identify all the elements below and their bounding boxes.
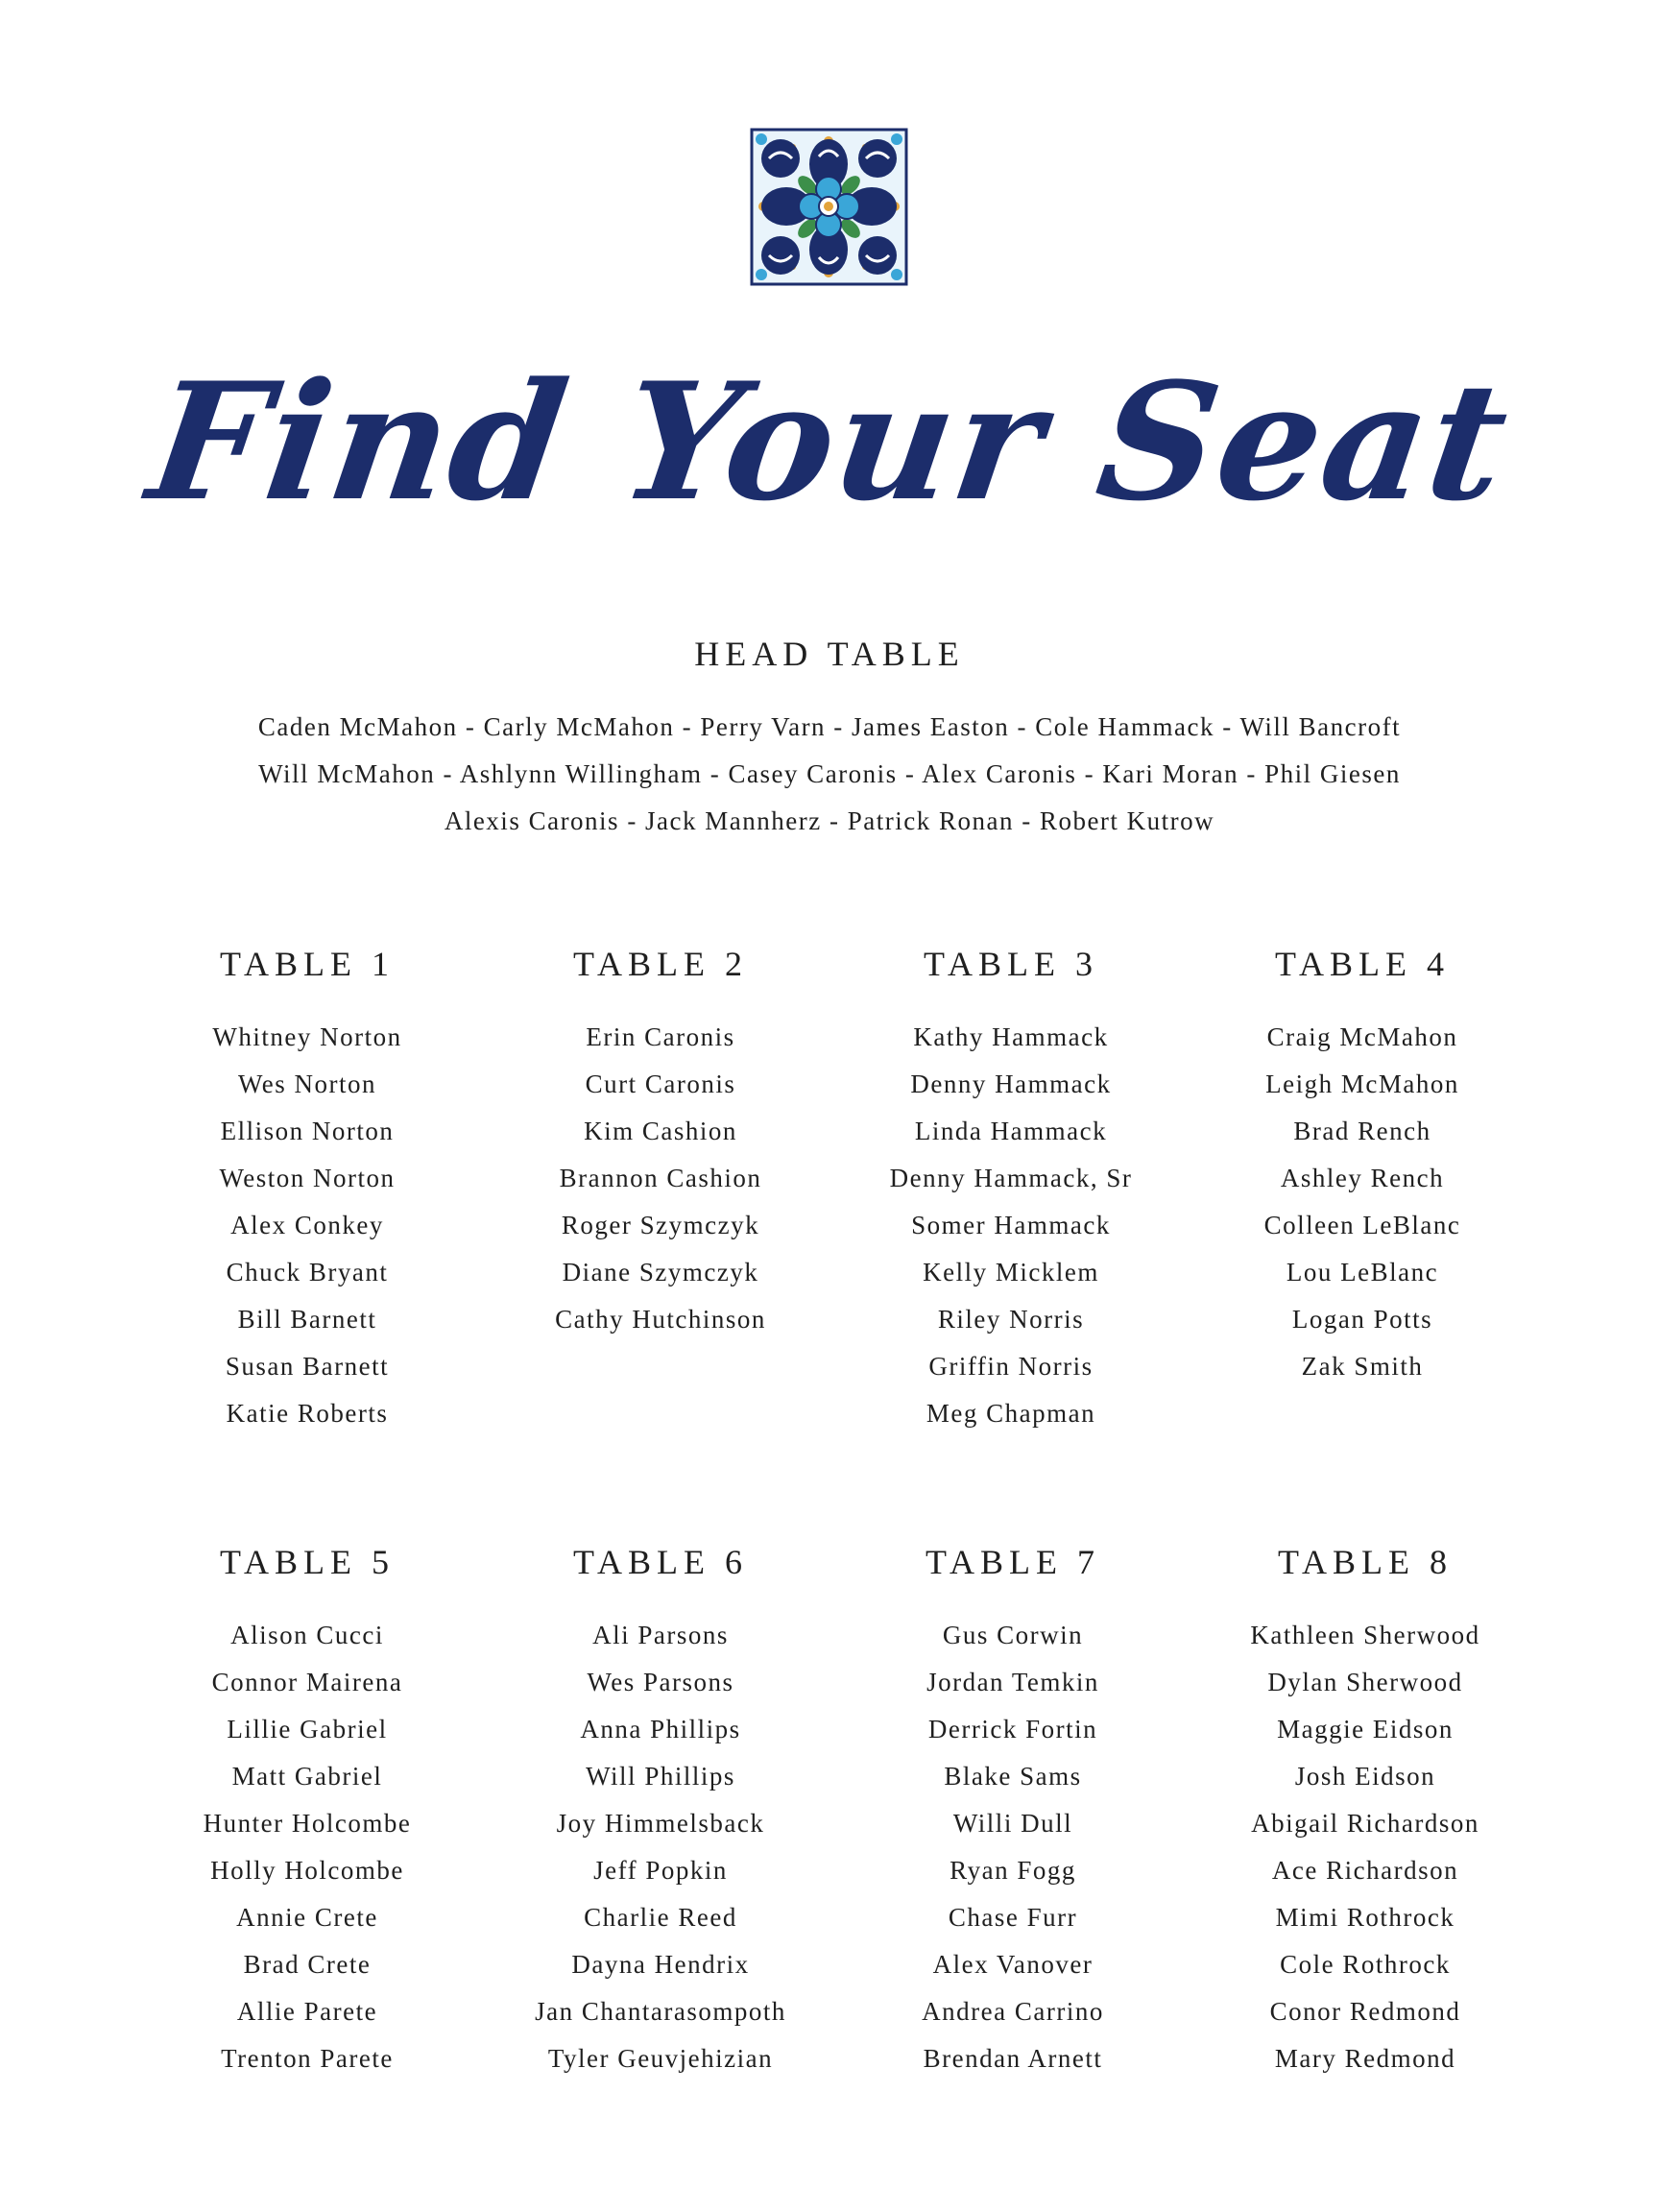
guest-list <box>478 1014 843 1343</box>
table-4 <box>1180 943 1545 1390</box>
table-heading: TABLE 6 <box>572 1543 749 1581</box>
talavera-tile-icon <box>750 128 908 286</box>
guest-list <box>829 1014 1193 1437</box>
table-1 <box>125 943 490 1437</box>
table-7 <box>830 1541 1195 2082</box>
guest-name: Lou LeBlanc <box>1286 1258 1439 1286</box>
guest-name: Ali Parsons <box>592 1621 729 1649</box>
head-table-heading: HEAD TABLE <box>694 635 965 673</box>
guest-name: Maggie Eidson <box>1277 1715 1454 1743</box>
table-8 <box>1183 1541 1548 2082</box>
guest-name: Blake Sams <box>944 1762 1082 1791</box>
guest-name: Derrick Fortin <box>927 1715 1098 1743</box>
guest-name: Charlie Reed <box>584 1903 737 1932</box>
guest-name: Colleen LeBlanc <box>1263 1211 1461 1239</box>
guest-name: Ryan Fogg <box>950 1856 1076 1885</box>
head-table-guests-line: Will McMahon - Ashlynn Willingham - Casey Caronis - Alex Caronis - Kari Moran - Phil Giesen <box>258 759 1401 788</box>
guest-name: Denny Hammack <box>910 1070 1112 1098</box>
guest-name: Diane Szymczyk <box>562 1258 759 1286</box>
table-heading: TABLE 2 <box>572 945 749 983</box>
guest-name: Meg Chapman <box>926 1399 1096 1428</box>
table-6 <box>478 1541 843 2082</box>
guest-name: Whitney Norton <box>212 1022 402 1051</box>
guest-list <box>125 1014 490 1437</box>
guest-name: Riley Norris <box>937 1305 1085 1334</box>
guest-name: Andrea Carrino <box>922 1997 1104 2026</box>
guest-name: Griffin Norris <box>928 1352 1094 1381</box>
guest-name: Erin Caronis <box>586 1022 735 1051</box>
guest-name: Dayna Hendrix <box>571 1950 750 1979</box>
guest-name: Connor Mairena <box>211 1668 403 1696</box>
guest-name: Mary Redmond <box>1274 2044 1456 2073</box>
table-heading: TABLE 8 <box>1277 1543 1454 1581</box>
guest-name: Matt Gabriel <box>231 1762 383 1791</box>
table-heading: TABLE 3 <box>923 945 1099 983</box>
guest-name: Abigail Richardson <box>1251 1809 1479 1838</box>
guest-name: Lillie Gabriel <box>227 1715 388 1743</box>
guest-name: Annie Crete <box>236 1903 378 1932</box>
guest-name: Ellison Norton <box>220 1117 395 1145</box>
guest-name: Jeff Popkin <box>593 1856 728 1885</box>
guest-list <box>830 1612 1195 2082</box>
guest-name: Joy Himmelsback <box>556 1809 765 1838</box>
guest-name: Wes Parsons <box>587 1668 734 1696</box>
guest-name: Chuck Bryant <box>226 1258 389 1286</box>
guest-name: Will Phillips <box>586 1762 735 1791</box>
guest-name: Bill Barnett <box>237 1305 377 1334</box>
guest-name: Dylan Sherwood <box>1267 1668 1463 1696</box>
guest-name: Allie Parete <box>236 1997 378 2026</box>
guest-name: Kathy Hammack <box>913 1022 1109 1051</box>
guest-name: Leigh McMahon <box>1265 1070 1459 1098</box>
guest-name: Ace Richardson <box>1271 1856 1459 1885</box>
table-2 <box>478 943 843 1343</box>
guest-name: Tyler Geuvjehizian <box>547 2044 774 2073</box>
guest-list <box>478 1612 843 2082</box>
guest-name: Holly Holcombe <box>210 1856 404 1885</box>
table-heading: TABLE 7 <box>925 1543 1101 1581</box>
guest-list <box>1183 1612 1548 2082</box>
guest-name: Cole Rothrock <box>1280 1950 1451 1979</box>
guest-name: Trenton Parete <box>221 2044 394 2073</box>
guest-name: Kelly Micklem <box>923 1258 1099 1286</box>
guest-name: Curt Caronis <box>585 1070 736 1098</box>
guest-name: Linda Hammack <box>914 1117 1108 1145</box>
guest-name: Zak Smith <box>1301 1352 1424 1381</box>
guest-name: Conor Redmond <box>1269 1997 1461 2026</box>
guest-name: Ashley Rench <box>1280 1164 1445 1192</box>
guest-name: Jan Chantarasompoth <box>535 1997 786 2026</box>
guest-name: Katie Roberts <box>226 1399 389 1428</box>
table-3 <box>829 943 1193 1437</box>
guest-name: Brendan Arnett <box>923 2044 1103 2073</box>
guest-name: Weston Norton <box>219 1164 396 1192</box>
guest-name: Gus Corwin <box>942 1621 1084 1649</box>
guest-name: Mimi Rothrock <box>1275 1903 1455 1932</box>
guest-name: Roger Szymczyk <box>561 1211 760 1239</box>
guest-name: Hunter Holcombe <box>203 1809 412 1838</box>
table-5 <box>125 1541 490 2082</box>
guest-list <box>1180 1014 1545 1390</box>
table-heading: TABLE 5 <box>219 1543 396 1581</box>
guest-name: Anna Phillips <box>580 1715 741 1743</box>
guest-name: Chase Furr <box>948 1903 1078 1932</box>
guest-name: Alex Conkey <box>230 1211 384 1239</box>
guest-name: Brad Crete <box>243 1950 372 1979</box>
guest-name: Kathleen Sherwood <box>1250 1621 1480 1649</box>
guest-name: Susan Barnett <box>225 1352 390 1381</box>
page-title: Find Your Seat <box>138 347 1521 537</box>
guest-name: Logan Potts <box>1291 1305 1433 1334</box>
guest-name: Somer Hammack <box>911 1211 1111 1239</box>
guest-name: Kim Cashion <box>584 1117 737 1145</box>
guest-name: Alex Vanover <box>932 1950 1094 1979</box>
head-table-guests-line: Caden McMahon - Carly McMahon - Perry Varn - James Easton - Cole Hammack - Will Bancroft <box>257 712 1402 741</box>
guest-name: Willi Dull <box>952 1809 1073 1838</box>
guest-name: Josh Eidson <box>1294 1762 1436 1791</box>
guest-name: Jordan Temkin <box>926 1668 1099 1696</box>
guest-name: Denny Hammack, Sr <box>889 1164 1133 1192</box>
guest-name: Cathy Hutchinson <box>555 1305 766 1334</box>
guest-name: Brad Rench <box>1293 1117 1431 1145</box>
table-heading: TABLE 1 <box>219 945 396 983</box>
head-table-guests-line: Alexis Caronis - Jack Mannherz - Patrick Ronan - Robert Kutrow <box>444 806 1215 835</box>
table-heading: TABLE 4 <box>1274 945 1451 983</box>
guest-name: Alison Cucci <box>230 1621 384 1649</box>
guest-list <box>125 1612 490 2082</box>
guest-name: Brannon Cashion <box>559 1164 762 1192</box>
guest-name: Wes Norton <box>237 1070 377 1098</box>
guest-name: Craig McMahon <box>1266 1022 1458 1051</box>
